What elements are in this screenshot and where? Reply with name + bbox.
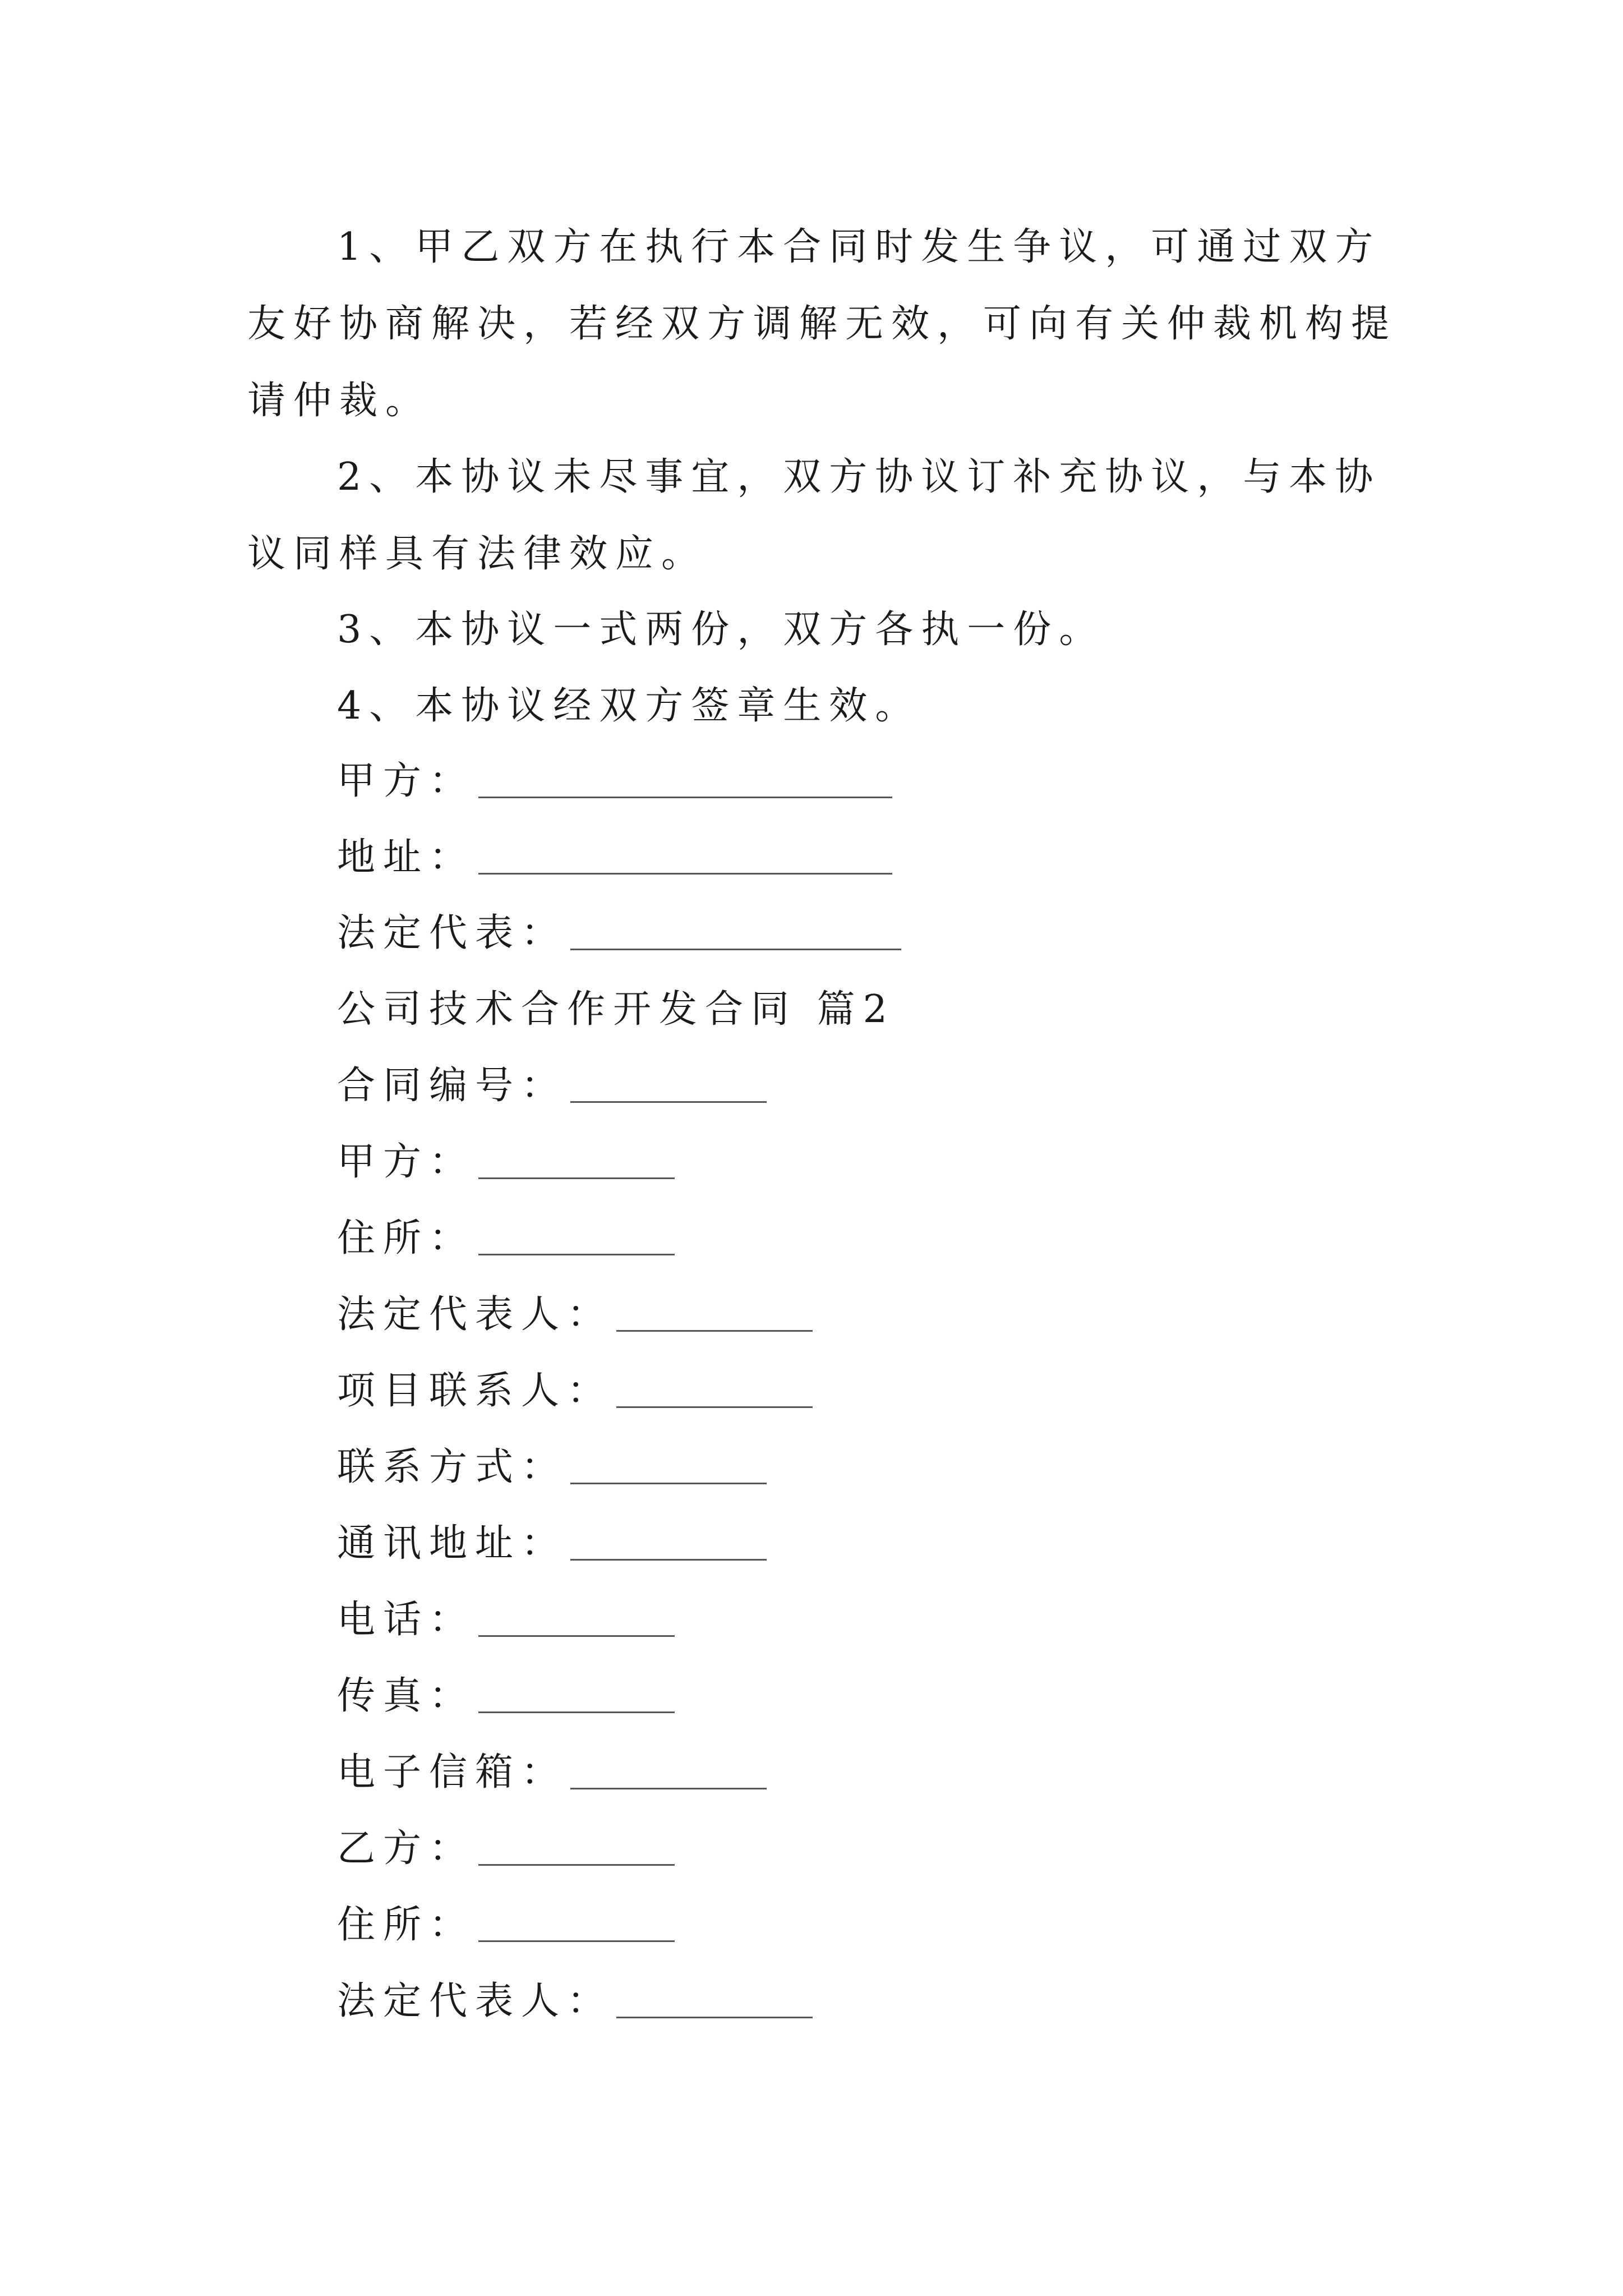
contract-no-blank xyxy=(570,1068,767,1103)
legal-rep-b-blank xyxy=(616,1983,813,2018)
party-a-blank xyxy=(478,1144,675,1179)
signature-address-label: 地址： xyxy=(337,835,476,880)
email-blank xyxy=(570,1754,767,1789)
project-contact-line xyxy=(337,1363,813,1419)
party-a-line xyxy=(337,1134,675,1190)
residence-b-line xyxy=(337,1897,675,1953)
mailing-address-blank xyxy=(570,1525,767,1561)
signature-legal-rep-blank xyxy=(570,915,901,950)
contract-no-label: 合同编号： xyxy=(337,1064,568,1108)
section-2-title: 公司技术合作开发合同 篇2 xyxy=(337,987,895,1032)
fax-blank xyxy=(478,1678,675,1713)
phone-line xyxy=(337,1592,675,1648)
party-b-label: 乙方： xyxy=(337,1826,476,1871)
fax-label: 传真： xyxy=(337,1674,476,1718)
residence-b-label: 住所： xyxy=(337,1903,476,1947)
signature-party-a-blank xyxy=(478,763,892,798)
signature-party-a-label: 甲方： xyxy=(337,759,476,803)
phone-blank xyxy=(478,1602,675,1637)
legal-rep-a-blank xyxy=(616,1296,813,1332)
clause-2: 2、本协议未尽事宜，双方协议订补充协议，与本协议同样具有法律效应。 xyxy=(247,455,1381,576)
fax-line xyxy=(337,1668,675,1724)
phone-label: 电话： xyxy=(337,1598,476,1642)
clause-1: 1、甲乙双方在执行本合同时发生争议，可通过双方友好协商解决，若经双方调解无效，可向有关仲裁机构提请仲裁。 xyxy=(247,225,1398,423)
mailing-address-line xyxy=(337,1516,767,1572)
clause-3: 3、本协议一式两份，双方各执一份。 xyxy=(337,608,1105,652)
signature-legal-rep-line xyxy=(337,905,901,961)
contact-method-line xyxy=(337,1439,767,1496)
contract-no-line xyxy=(337,1058,767,1114)
signature-address-blank xyxy=(478,839,892,875)
contact-method-blank xyxy=(570,1449,767,1484)
residence-a-line xyxy=(337,1211,675,1267)
residence-a-blank xyxy=(478,1220,675,1255)
residence-a-label: 住所： xyxy=(337,1216,476,1260)
party-b-line xyxy=(337,1821,675,1877)
party-b-blank xyxy=(478,1830,675,1866)
legal-rep-a-line xyxy=(337,1287,813,1343)
legal-rep-a-label: 法定代表人： xyxy=(337,1292,614,1337)
signature-party-a-line xyxy=(337,753,892,809)
project-contact-blank xyxy=(616,1373,813,1408)
project-contact-label: 项目联系人： xyxy=(337,1369,614,1413)
signature-address-line xyxy=(337,830,892,886)
contact-method-label: 联系方式： xyxy=(337,1445,568,1489)
mailing-address-label: 通讯地址： xyxy=(337,1521,568,1566)
clause-4: 4、本协议经双方签章生效。 xyxy=(337,684,921,728)
signature-legal-rep-label: 法定代表： xyxy=(337,911,568,955)
email-label: 电子信箱： xyxy=(337,1750,568,1795)
party-a-label: 甲方： xyxy=(337,1140,476,1184)
legal-rep-b-line xyxy=(337,1973,813,2030)
email-line xyxy=(337,1745,767,1801)
legal-rep-b-label: 法定代表人： xyxy=(337,1979,614,2023)
residence-b-blank xyxy=(478,1907,675,1942)
